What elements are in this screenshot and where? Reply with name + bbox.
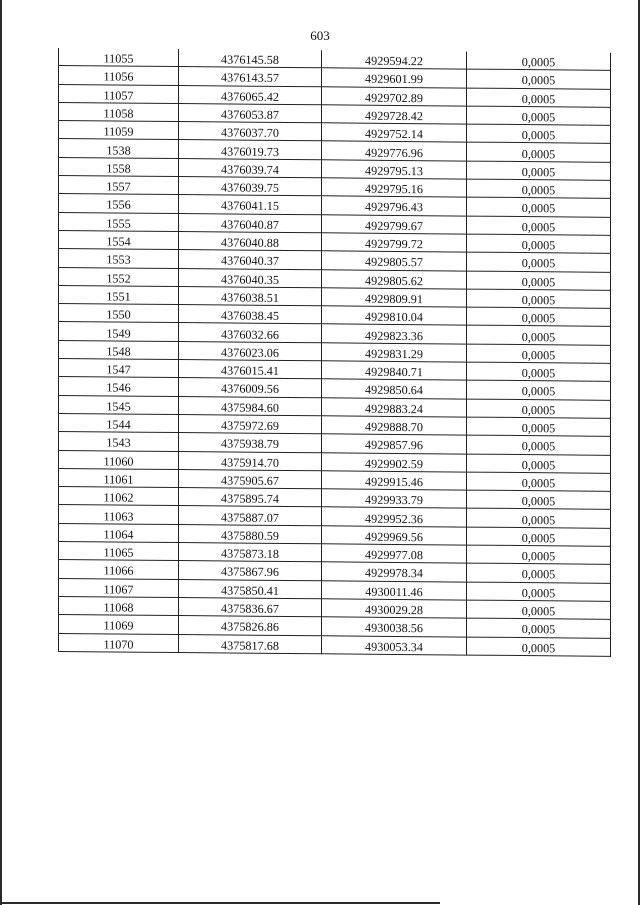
- accuracy-cell: 0,0005: [467, 399, 611, 419]
- point-number-cell: 1553: [59, 249, 179, 268]
- accuracy-cell: 0,0005: [467, 618, 611, 638]
- point-number-cell: 11069: [59, 615, 179, 634]
- y-coordinate-cell: 4929977.08: [322, 544, 467, 564]
- x-coordinate-cell: 4376145.58: [179, 49, 322, 68]
- point-number-cell: 1547: [59, 359, 179, 378]
- x-coordinate-cell: 4375850.41: [179, 579, 322, 599]
- y-coordinate-cell: 4930053.34: [322, 635, 467, 655]
- accuracy-cell: 0,0005: [467, 527, 611, 547]
- accuracy-cell: 0,0005: [467, 252, 611, 272]
- accuracy-cell: 0,0005: [467, 545, 611, 565]
- accuracy-cell: 0,0005: [467, 344, 611, 364]
- accuracy-cell: 0,0005: [467, 454, 611, 474]
- accuracy-cell: 0,0005: [467, 197, 611, 217]
- y-coordinate-cell: 4929752.14: [322, 123, 467, 143]
- point-number-cell: 1543: [59, 432, 179, 451]
- table-body: [59, 48, 611, 656]
- y-coordinate-cell: 4929702.89: [322, 86, 467, 106]
- accuracy-cell: 0,0005: [467, 600, 611, 620]
- y-coordinate-cell: 4929728.42: [322, 105, 467, 125]
- y-coordinate-cell: 4929915.46: [322, 471, 467, 491]
- accuracy-cell: 0,0005: [467, 124, 611, 144]
- x-coordinate-cell: 4375887.07: [179, 506, 322, 526]
- y-coordinate-cell: 4929888.70: [322, 416, 467, 436]
- point-number-cell: 11060: [59, 450, 179, 469]
- point-number-cell: 1550: [59, 304, 179, 323]
- point-number-cell: 11068: [59, 596, 179, 615]
- accuracy-cell: 0,0005: [467, 326, 611, 346]
- x-coordinate-cell: 4375938.79: [179, 433, 322, 453]
- point-number-cell: 11058: [59, 102, 179, 121]
- y-coordinate-cell: 4929823.36: [322, 324, 467, 344]
- y-coordinate-cell: 4929809.91: [322, 288, 467, 308]
- accuracy-cell: 0,0005: [467, 179, 611, 199]
- accuracy-cell: 0,0005: [467, 216, 611, 236]
- y-coordinate-cell: 4929850.64: [322, 379, 467, 399]
- point-number-cell: 1545: [59, 395, 179, 414]
- y-coordinate-cell: 4930011.46: [322, 580, 467, 600]
- bottom-rule: [0, 902, 440, 904]
- point-number-cell: 11064: [59, 523, 179, 542]
- x-coordinate-cell: 4376143.57: [179, 67, 322, 87]
- accuracy-cell: 0,0005: [467, 490, 611, 510]
- point-number-cell: 11062: [59, 487, 179, 506]
- x-coordinate-cell: 4376023.06: [179, 341, 322, 361]
- accuracy-cell: 0,0005: [467, 143, 611, 163]
- x-coordinate-cell: 4375914.70: [179, 451, 322, 471]
- x-coordinate-cell: 4376040.88: [179, 232, 322, 252]
- accuracy-cell: 0,0005: [467, 637, 611, 657]
- y-coordinate-cell: 4929799.72: [322, 233, 467, 253]
- accuracy-cell: 0,0005: [467, 307, 611, 327]
- y-coordinate-cell: 4929799.67: [322, 214, 467, 234]
- y-coordinate-cell: 4929902.59: [322, 452, 467, 472]
- point-number-cell: 11063: [59, 505, 179, 524]
- x-coordinate-cell: 4375880.59: [179, 524, 322, 544]
- x-coordinate-cell: 4375972.69: [179, 414, 322, 434]
- point-number-cell: 1555: [59, 212, 179, 231]
- y-coordinate-cell: 4930029.28: [322, 599, 467, 619]
- point-number-cell: 11070: [59, 633, 179, 652]
- y-coordinate-cell: 4929796.43: [322, 196, 467, 216]
- point-number-cell: 11067: [59, 578, 179, 597]
- point-number-cell: 1546: [59, 377, 179, 396]
- point-number-cell: 11057: [59, 84, 179, 103]
- x-coordinate-cell: 4375873.18: [179, 543, 322, 563]
- accuracy-cell: 0,0005: [467, 508, 611, 528]
- x-coordinate-cell: 4376053.87: [179, 103, 322, 123]
- x-coordinate-cell: 4376065.42: [179, 85, 322, 105]
- x-coordinate-cell: 4376032.66: [179, 323, 322, 343]
- x-coordinate-cell: 4376019.73: [179, 140, 322, 160]
- x-coordinate-cell: 4376040.37: [179, 250, 322, 270]
- x-coordinate-cell: 4376038.51: [179, 286, 322, 306]
- accuracy-cell: 0,0005: [467, 271, 611, 291]
- y-coordinate-cell: 4929933.79: [322, 489, 467, 509]
- accuracy-cell: 0,0005: [467, 161, 611, 181]
- y-coordinate-cell: 4929883.24: [322, 397, 467, 417]
- accuracy-cell: 0,0005: [467, 69, 611, 89]
- accuracy-cell: 0,0005: [467, 380, 611, 400]
- accuracy-cell: 0,0005: [467, 417, 611, 437]
- point-number-cell: 1544: [59, 413, 179, 432]
- accuracy-cell: 0,0005: [467, 563, 611, 583]
- x-coordinate-cell: 4376015.41: [179, 360, 322, 380]
- point-number-cell: 11065: [59, 542, 179, 561]
- point-number-cell: 1556: [59, 194, 179, 213]
- point-number-cell: 1551: [59, 285, 179, 304]
- page-number: 603: [310, 28, 330, 43]
- y-coordinate-cell: 4929594.22: [322, 50, 467, 69]
- x-coordinate-cell: 4375895.74: [179, 488, 322, 508]
- x-coordinate-cell: 4376038.45: [179, 305, 322, 325]
- accuracy-cell: 0,0005: [467, 289, 611, 309]
- point-number-cell: 11055: [59, 48, 179, 67]
- y-coordinate-cell: 4929978.34: [322, 562, 467, 582]
- point-number-cell: 1549: [59, 322, 179, 341]
- x-coordinate-cell: 4375984.60: [179, 396, 322, 416]
- accuracy-cell: 0,0005: [467, 106, 611, 126]
- point-number-cell: 11066: [59, 560, 179, 579]
- x-coordinate-cell: 4376041.15: [179, 195, 322, 215]
- point-number-cell: 11059: [59, 121, 179, 140]
- scan-edge-left: [0, 0, 2, 905]
- x-coordinate-cell: 4376039.75: [179, 177, 322, 197]
- accuracy-cell: 0,0005: [467, 88, 611, 108]
- y-coordinate-cell: 4929805.57: [322, 251, 467, 271]
- x-coordinate-cell: 4376039.74: [179, 158, 322, 178]
- y-coordinate-cell: 4929601.99: [322, 68, 467, 88]
- y-coordinate-cell: 4929795.13: [322, 160, 467, 180]
- accuracy-cell: 0,0005: [467, 582, 611, 602]
- table-row: [59, 633, 611, 656]
- x-coordinate-cell: 4376009.56: [179, 378, 322, 398]
- y-coordinate-cell: 4929969.56: [322, 526, 467, 546]
- accuracy-cell: 0,0005: [467, 435, 611, 455]
- x-coordinate-cell: 4376040.35: [179, 268, 322, 288]
- x-coordinate-cell: 4376040.87: [179, 213, 322, 233]
- y-coordinate-cell: 4929831.29: [322, 343, 467, 363]
- point-number-cell: 1538: [59, 139, 179, 158]
- y-coordinate-cell: 4930038.56: [322, 617, 467, 637]
- point-number-cell: 1557: [59, 176, 179, 195]
- x-coordinate-cell: 4375817.68: [179, 634, 322, 654]
- y-coordinate-cell: 4929805.62: [322, 269, 467, 289]
- x-coordinate-cell: 4376037.70: [179, 122, 322, 142]
- x-coordinate-cell: 4375836.67: [179, 597, 322, 617]
- point-number-cell: 1558: [59, 157, 179, 176]
- y-coordinate-cell: 4929776.96: [322, 141, 467, 161]
- point-number-cell: 11056: [59, 66, 179, 85]
- y-coordinate-cell: 4929795.16: [322, 178, 467, 198]
- x-coordinate-cell: 4375867.96: [179, 561, 322, 581]
- y-coordinate-cell: 4929952.36: [322, 507, 467, 527]
- accuracy-cell: 0,0005: [467, 472, 611, 492]
- y-coordinate-cell: 4929840.71: [322, 361, 467, 381]
- x-coordinate-cell: 4375826.86: [179, 616, 322, 636]
- point-number-cell: 1552: [59, 267, 179, 286]
- coordinates-table: [58, 48, 611, 657]
- x-coordinate-cell: 4375905.67: [179, 469, 322, 489]
- point-number-cell: 1554: [59, 230, 179, 249]
- accuracy-cell: 0,0005: [467, 52, 611, 71]
- y-coordinate-cell: 4929810.04: [322, 306, 467, 326]
- point-number-cell: 11061: [59, 468, 179, 487]
- accuracy-cell: 0,0005: [467, 234, 611, 254]
- accuracy-cell: 0,0005: [467, 362, 611, 382]
- point-number-cell: 1548: [59, 340, 179, 359]
- y-coordinate-cell: 4929857.96: [322, 434, 467, 454]
